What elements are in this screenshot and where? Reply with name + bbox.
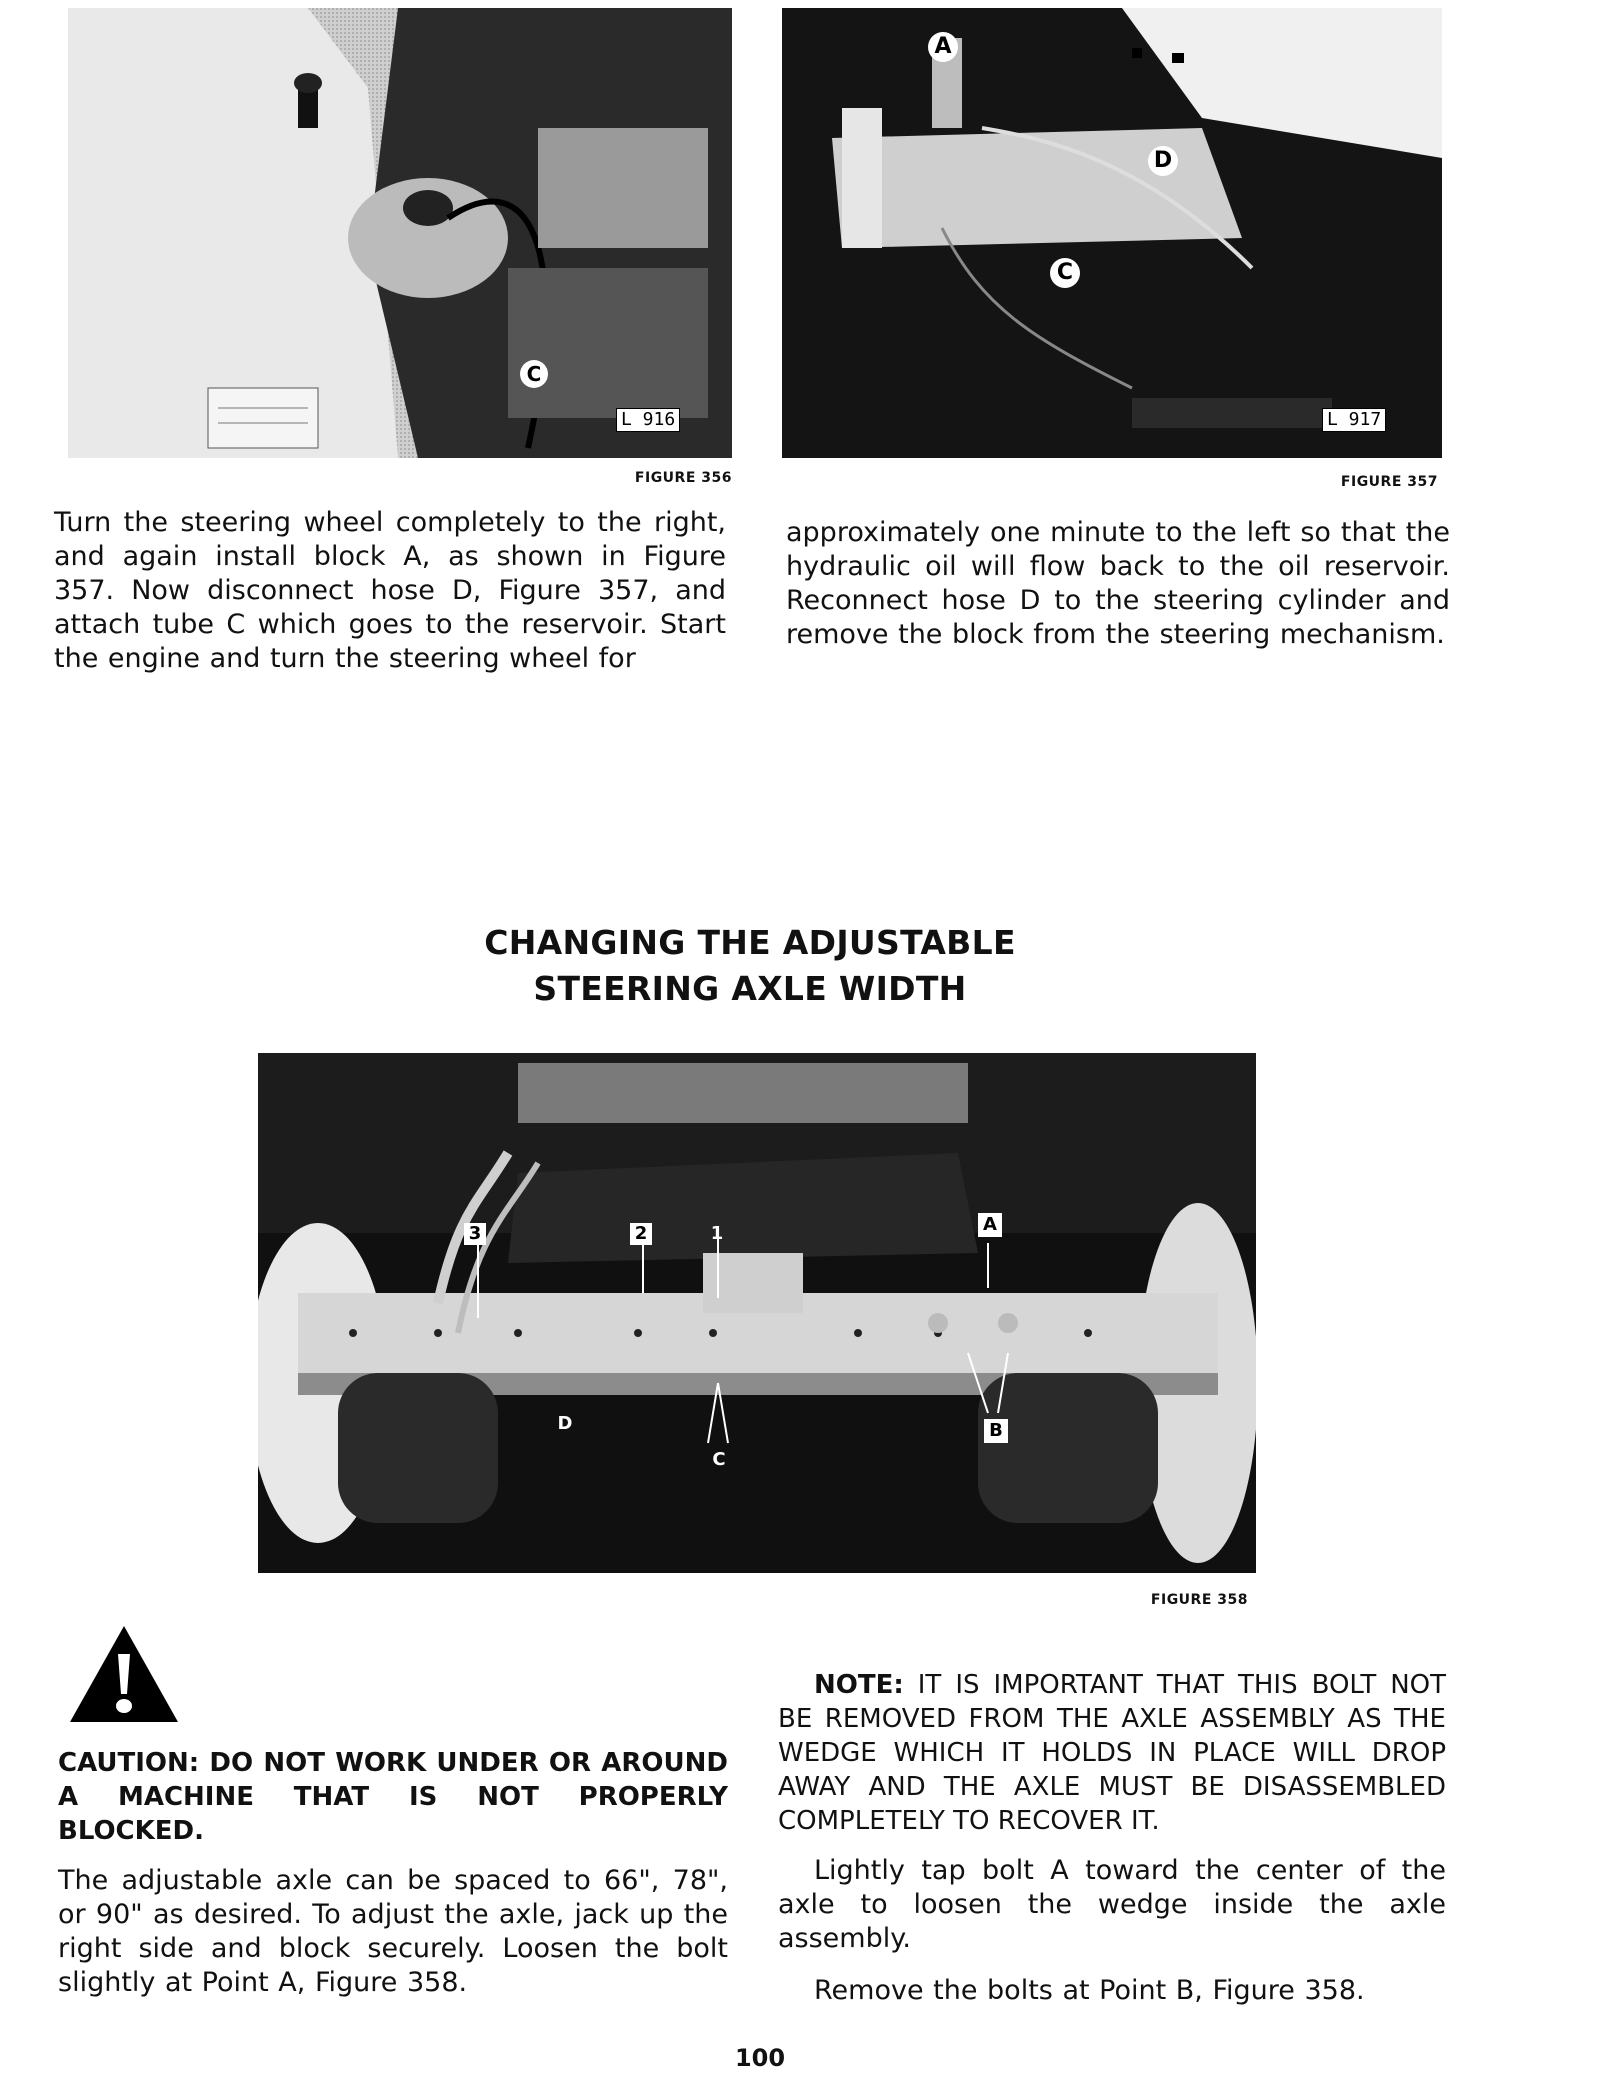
figure-357-caption: FIGURE 357 (1340, 474, 1438, 490)
page-number: 100 (734, 2044, 786, 2072)
figure-357-photo (782, 8, 1442, 458)
fig357-callout-d: D (1148, 146, 1178, 176)
paragraph-left-bottom: The adjustable axle can be spaced to 66", 78", or 90" as desired. To adjust the axle, jack up the right side and block securely. Loosen the bolt slightly at Point A, Figure 358. (58, 1865, 728, 1998)
fig357-tag: L 917 (1322, 408, 1386, 432)
fig358-callout-2: 2 (630, 1223, 652, 1245)
note-text: IT IS IMPORTANT THAT THIS BOLT NOT BE REMOVED FROM THE AXLE ASSEMBLY AS THE WEDGE WHICH IT HOLDS IN PLACE WILL DROP AWAY AND THE AXLE MUST BE DISASSEMBLED COMPLETELY TO RECOVER IT. (778, 1670, 1446, 1836)
heading-line-1: CHANGING THE ADJUSTABLE (484, 923, 1016, 962)
fig358-callout-d: D (557, 1413, 573, 1434)
note-block (778, 1668, 1446, 1838)
caution-text: CAUTION: DO NOT WORK UNDER OR AROUND A MACHINE THAT IS NOT PROPERLY BLOCKED. (58, 1748, 728, 1846)
warning-triangle-icon (68, 1624, 180, 1724)
paragraph-right-bottom-2: Remove the bolts at Point B, Figure 358. (814, 1975, 1365, 2006)
section-heading (400, 920, 1100, 1012)
figure-356-photo (68, 8, 732, 458)
fig357-callout-a: A (928, 32, 958, 62)
figure-356-caption: FIGURE 356 (634, 470, 732, 486)
paragraph-right-top: approximately one minute to the left so that the hydraulic oil will flow back to the oil reservoir. Reconnect hose D to the steering cylinder and remove the block from the steering mechanism. (786, 517, 1450, 650)
paragraph-left-top: Turn the steering wheel completely to the right, and again install block A, as shown in Figure 357. Now disconnect hose D, Figure 357, and attach tube C which goes to the reservoir. Start the engine and turn the steering wheel for (54, 507, 726, 674)
figure-358-photo (258, 1053, 1256, 1573)
fig358-callout-3: 3 (464, 1223, 486, 1245)
note-label: NOTE: (814, 1670, 904, 1700)
figure-358-caption: FIGURE 358 (1150, 1592, 1248, 1608)
fig356-callout-c: C (520, 360, 548, 388)
fig358-callout-b: B (984, 1419, 1008, 1443)
fig358-callout-1: 1 (710, 1223, 724, 1244)
fig358-callout-c: C (712, 1449, 726, 1470)
heading-line-2: STEERING AXLE WIDTH (533, 969, 967, 1008)
fig358-callout-a: A (978, 1213, 1002, 1237)
fig356-tag: L 916 (616, 408, 680, 432)
paragraph-right-bottom-1: Lightly tap bolt A toward the center of the axle to loosen the wedge inside the axle assembly. (778, 1855, 1446, 1954)
fig357-callout-c: C (1050, 258, 1080, 288)
